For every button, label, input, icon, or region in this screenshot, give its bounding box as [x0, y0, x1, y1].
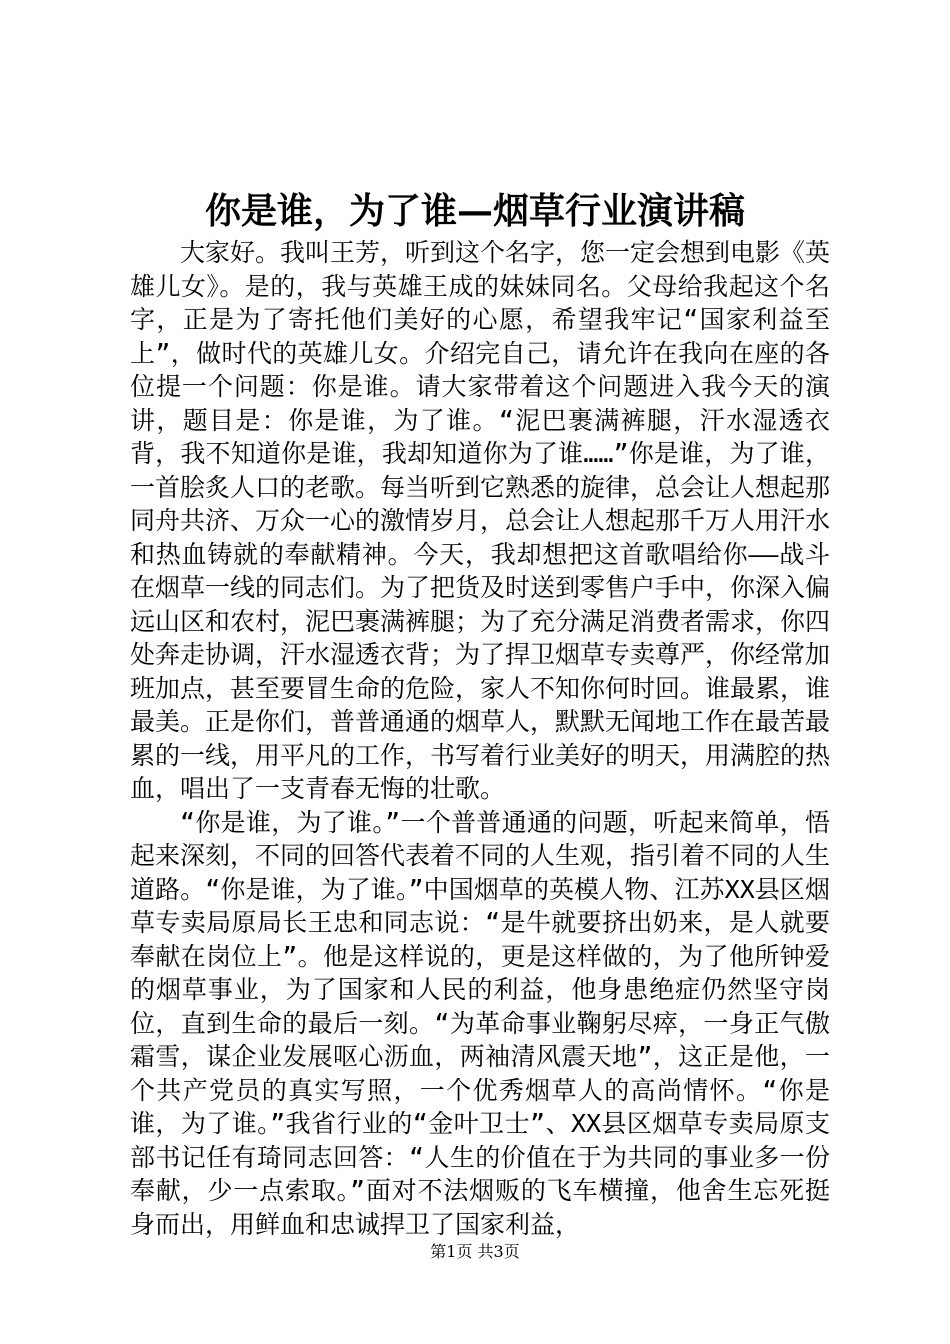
paragraph-2: “你是谁，为了谁。”一个普普通通的问题，听起来简单，悟起来深刻，不同的回答代表着不同的人生观，指引着不同的人生道路。“你是谁，为了谁。”中国烟草的英模人物、江苏XX县区烟草专卖局原局长王忠和同志说：“是牛就要挤出奶来，是人就要奉献在岗位上”。他是这样说的，更是这样做的，为了他所钟爱的烟草事业，为了国家和人民的利益，他身患绝症仍然坚守岗位，直到生命的最后一刻。“为革命事业鞠躬尽瘁，一身正气傲霜雪，谋企业发展呕心沥血，两袖清风震天地”，这正是他，一个共产党员的真实写照，一个优秀烟草人的高尚情怀。“你是谁，为了谁。”我省行业的“金叶卫士”、XX县区烟草专卖局原支部书记任有琦同志回答：“人生的价值在于为共同的事业多一份奉献，少一点索取。”面对不法烟贩的飞车横撞，他舍生忘死挺身而出，用鲜血和忠诚捍卫了国家利益，	[130, 807, 831, 1239]
paragraph-1: 大家好。我叫王芳，听到这个名字，您一定会想到电影《英雄儿女》。是的，我与英雄王成的妹妹同名。父母给我起这个名字，正是为了寄托他们美好的心愿，希望我牢记“国家利益至上”，做时代的英雄儿女。介绍完自己，请允许在我向在座的各位提一个问题：你是谁。请大家带着这个问题进入我今天的演讲，题目是：你是谁，为了谁。“泥巴裹满裤腿，汗水湿透衣背，我不知道你是谁，我却知道你为了谁……”你是谁，为了谁，一首脍炙人口的老歌。每当听到它熟悉的旋律，总会让人想起那同舟共济、万众一心的激情岁月，总会让人想起那千万人用汗水和热血铸就的奉献精神。今天，我却想把这首歌唱给你——战斗在烟草一线的同志们。为了把货及时送到零售户手中，你深入偏远山区和农村，泥巴裹满裤腿；为了充分满足消费者需求，你四处奔走协调，汗水湿透衣背；为了捍卫烟草专卖尊严，你经常加班加点，甚至要冒生命的危险，家人不知你何时回。谁最累，谁最美。正是你们，普普通通的烟草人，默默无闻地工作在最苦最累的一线，用平凡的工作，书写着行业美好的明天，用满腔的热血，唱出了一支青春无悔的壮歌。	[130, 238, 831, 803]
document-body	[130, 236, 830, 1241]
page-number-footer: 第1页 共3页	[430, 1242, 520, 1261]
document-title: 你是谁，为了谁—烟草行业演讲稿	[204, 190, 745, 232]
